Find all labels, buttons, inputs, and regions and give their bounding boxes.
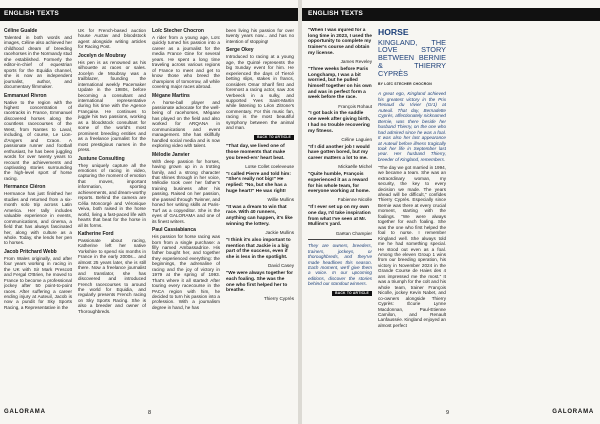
section-heading: Loïc Stecher Chocron bbox=[152, 28, 204, 34]
quote-attribution: Willie Mullins bbox=[267, 196, 294, 202]
section-heading: Paul Cassiabianca bbox=[152, 227, 196, 234]
back-to-article-link[interactable]: BACK TO ARTICLE bbox=[332, 291, 372, 296]
back-to-article-wrap bbox=[226, 133, 294, 144]
left-footer bbox=[0, 408, 298, 418]
body-paragraph: been living his passion for over twenty years now... and has no intention of stopping! bbox=[226, 28, 294, 44]
divider bbox=[308, 239, 372, 240]
left-col-1 bbox=[4, 28, 72, 400]
quote-attribution: Jackie Mullins bbox=[265, 229, 294, 235]
section-heading: Mélodie Janvier bbox=[152, 151, 190, 158]
quote-attribution: Thierry Cyprès bbox=[263, 296, 294, 302]
right-header-bar bbox=[302, 8, 600, 21]
left-header-bar bbox=[0, 8, 298, 21]
body-paragraph: His passion for horse racing was born from a single purchase: a filly named Ambassadrice. His father bought her, and together they experienced everything: the beginnings, the adrenaline of racing and the joy of victory in 1979 at the spring of 1993. That's where it all started! After touring every racecourse in the PACA region with him, he decided to turn his passion into a profession. With a journalism degree in hand, he has bbox=[152, 234, 220, 310]
article-byline: BY LOÏC STECHER CHOCRON bbox=[378, 82, 432, 87]
body-paragraph: They uniquely capture all the emotions of racing in video, capturing the moment of emotion that moves, important information, sporting achievements, and dream-worthy reports. Behind the camera are Célia Moncorgé and Véronique Veiva, both raised in the horse world, living a fast-paced life with hearts that beat for the horse in all its forms. bbox=[78, 162, 146, 228]
pull-quote: "When I was injured for a long time in 2023, I used the opportunity to complete my trainer's course and obtain my license. bbox=[308, 28, 372, 56]
body-paragraph: With deep passion for horses, having grown up in a trotting family, and a strong character that shines through in her voice, Mélodie took over her father's training business after his passing. Raised on her passion, she passed through Twinner, and honed her writing skills at Paris-Turf as a copyeditor. She is the eyes of GALORAMA and one of its finest writers. bbox=[152, 158, 220, 224]
right-header-title: ENGLISH TEXTS bbox=[308, 10, 363, 17]
right-page-number: 9 bbox=[446, 409, 450, 416]
back-to-article-link[interactable]: BACK TO ARTICLE bbox=[254, 135, 294, 140]
intro-paragraph: A great ego, Kingland achieved his greatest victory in the Prix Renaud du Vivier (Gr1) at Auteuil. That day, Bernadette Cyprès, affectionately nicknamed Bernie, was there beside her husband Thierry, on the one who had admired since he was a foal. It was also her last appearance at Auteuil before illness tragically took her life in September last year. Her husband Thierry, breeder of Kingland, remembers. bbox=[378, 91, 446, 162]
left-col-2 bbox=[78, 28, 146, 400]
body-paragraph: Introduced to racing at a young age, the Quinté represents the big Sunday event for him. He experienced the days of Tiercé betting slips, stakes in francs, considers Omar Sharif first and foremost a racing actor, saw Jos Verbeeck in a sulky, and supported Yves Saint-Martin while listening to Léon Zitrone's commentary. For this music fan, racing is the most beautiful symphony between the animal and man. bbox=[226, 54, 294, 131]
pull-quote: "If I did another job I would have gotten bored, but my career matters a lot to me. bbox=[308, 144, 370, 162]
body-paragraph: Passionate about racing, Katherine left her native Yorkshire to spend six months in France in the early 2000s... and almost 25 years later, she is still there. Now a freelance journalist and translator, she has discovered and introduced French racecourses to around the world for Equidia, and regularly presents French racing on Sky Sports Racing. She is also a breeder and owner of Thoroughbreds. bbox=[78, 237, 146, 314]
section-heading: Céline Gualde bbox=[4, 28, 38, 34]
body-paragraph: His pen is as renowned as his silhouette at races or sales. Jocelyn de Moubray was a trailblazer, founding the international weekly Pacemaker Update in the 1980s, before becoming a consultant and international representative during his time with the Agence Française. He continues to juggle his two passions, working as a bloodstock consultant for some of the world's most prominent breeding entities and as a freelance journalist for the most prestigious names in the press. bbox=[78, 59, 146, 153]
section-heading: Katherine Ford bbox=[78, 230, 114, 237]
left-col-3 bbox=[152, 28, 220, 400]
section-heading: Jocelyn de Moubray bbox=[78, 52, 127, 59]
section-heading: Justune Consulting bbox=[78, 155, 125, 162]
right-footer-brand: GALORAMA bbox=[552, 409, 594, 415]
quote-attribution: Fabienne Nicolle bbox=[337, 197, 372, 203]
pull-quote: "I got back in the saddle one week after giving birth, I had no trouble recovering my fitness. bbox=[308, 111, 371, 134]
section-heading: Jacob Pritchard Webb bbox=[4, 248, 57, 255]
pull-quote: "I called Pierre and told him: "She's really not big!" He replied: "No, but she has a huge heart!" He was right! bbox=[226, 171, 291, 194]
pull-quote: "If I ever set up on my own one day, I'd take inspiration from what I've seen at Mr. Mullins's yard. bbox=[308, 205, 371, 228]
article-headline: KINGLAND, THE LOVE STORY BETWEEN BERNIE & THIERRY CYPRÈS bbox=[378, 37, 446, 79]
article-section-title: HORSE bbox=[378, 28, 409, 37]
pull-quote: "Three weeks before Paris Longchamp, I was a bit worried, but he pulled himself together on his own and was in perfect form a week before the race. bbox=[308, 66, 372, 101]
body-paragraph: A horse-ball player and passionate advocate for the well-being of racehorses, Mégane has played on the field and also worked for ARQANA in communications and event management. She has skillfully handled social media and is now exploring video with talent. bbox=[152, 99, 220, 149]
body-paragraph: From Wales originally, and after four years working in racing in the UK with Sir Mark Prescott and Fergal O'Brien, he moved to France to become a professional jockey after 50 point-to-point races. After suffering a career ending injury at Auteuil, Jacob is now a pundit for Sky Sports Racing, a Representative in the bbox=[4, 255, 72, 310]
section-heading: Mégane Martins bbox=[152, 92, 190, 99]
body-paragraph: "The day we got married in 1994, we became a team. She was an extraordinary woman, my security, the key to every decision we made. The years ahead will be difficult," confides Thierry Cyprès. Especially since Bernie was there at every crucial moment, starting with the foalings. "We were always together for each foaling. She was the one who first helped the foal to nurse. I remember Kingland well. She always told me he had something special. He stood out even as a foal. Among the eleven Group 1 wins from our breeding operation, his victory in November 2024 in the Grande Course de Haies des 4 ans impressed me the most." It was a triumph for the colt and his whole team, trainer François Nicolle, jockey Kevin Nabet, and co-owners alongside Thierry Cyprès: Écurie Lynne Macdonnan, Paul-Etienne Camilon, and Renault Lanfaussée. Kingland enjoyed an almost perfect bbox=[378, 164, 446, 328]
left-col-4 bbox=[226, 28, 294, 400]
section-heading: Hermance Cléron bbox=[4, 184, 46, 191]
quote-attribution: James Reveley bbox=[340, 58, 372, 64]
pull-quote: "That day, we lived one of those moments that make you breed-ers' heart beat. bbox=[226, 144, 286, 161]
left-page bbox=[0, 0, 298, 424]
quote-attribution: Loïse Collet coeleveuse bbox=[245, 163, 294, 169]
pull-quote: "We were always together for each foaling. She was the one who first helped her to breathe. bbox=[226, 271, 293, 294]
pull-quote: "Quite humble, François experienced it as a reward for his whole team, for everyone working at home. bbox=[308, 172, 370, 195]
body-paragraph: Native to the region with the highest concentration of racetracks in France, Emmanuel discovered horses along the countless racecourses of the West, from Nantes to Laval, including, of course, Le Lion-d'Angers and Craon. A passionate runner and football enthusiast, he has been juggling words for over twenty years to recount the achievements and captivating stories surrounding the high-level sport of horse racing. bbox=[4, 99, 72, 181]
quote-attribution: Mickaëlle Michel bbox=[338, 164, 372, 170]
quote-attribution: Gaëtan Champier bbox=[335, 230, 372, 236]
back-to-article-wrap bbox=[308, 289, 372, 300]
right-footer bbox=[302, 408, 600, 418]
quote-attribution: Céline Laguien bbox=[341, 136, 372, 142]
right-col-2 bbox=[378, 28, 446, 400]
section-heading: Emmanuel Rivron bbox=[4, 92, 47, 99]
section-heading: Serge Okey bbox=[226, 47, 254, 54]
quote-attribution: David Casey bbox=[267, 263, 294, 269]
body-paragraph: A rider from a young age, Loïc quickly turned his passion into a career as a journalist for the media France Gine for several years. He spent a long time traveling across various regions of France to meet and get to know those who breed the champions of tomorrow, all while covering major races abroad. bbox=[152, 35, 220, 90]
pull-quote: "It was a dream to win that race. With 40 runners, anything can happen, it's like winning the lottery. bbox=[226, 204, 293, 227]
left-page-number: 8 bbox=[148, 409, 152, 416]
right-page bbox=[302, 0, 600, 424]
body-paragraph: Hermance has just finished her studies and returned from a six-month solo trip across Latin America. Her tally includes valuable experience in events, communications, and cinema, a field that has always fascinated her, along with culture as a whole. Today, she lends her pen to horses. bbox=[4, 191, 72, 246]
right-col-1 bbox=[308, 28, 372, 400]
body-paragraph: UK for French-based auction house Auctav and bloodstock agent alongside writing articles for Racing Post. bbox=[78, 28, 146, 50]
quote-attribution: François Rohaut bbox=[338, 103, 372, 109]
left-header-title: ENGLISH TEXTS bbox=[4, 10, 59, 17]
left-footer-brand: GALORAMA bbox=[4, 409, 46, 415]
intro-paragraph: They are owners, breeders, trainers, jockeys, or thoroughbreds, and they've made headlines this season. Each moment, we'll give them a voice. In our upcoming editions, discover the stories behind our standout winners. bbox=[308, 243, 372, 287]
pull-quote: "I think it's also important to mention that Jackie is a big part of the success, even if she is less in the spotlight. bbox=[226, 237, 291, 261]
body-paragraph: Talented in both words and images, Céline also achieved her childhood dream of breeding racehorses in the Normandy stud she established. Formerly the editor-in-chief of equestrian sports for the Equidia channel, she is now an independent journalist, author, and documentary filmmaker. bbox=[4, 35, 72, 90]
